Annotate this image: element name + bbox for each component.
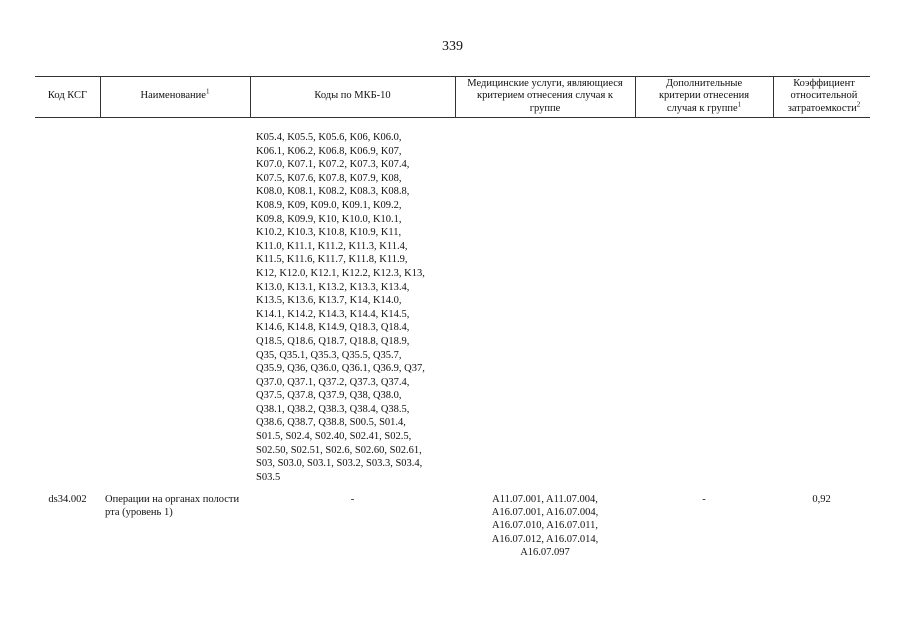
row-extra-criteria: - xyxy=(702,494,706,505)
mkb-code-line: S03.5 xyxy=(256,471,281,483)
mkb-code-line: Q37.5, Q37.8, Q37.9, Q38, Q38.0, xyxy=(256,390,402,402)
mkb-code-line: Q35, Q35.1, Q35.3, Q35.5, Q35.7, xyxy=(256,349,402,361)
header-code-label: Код КСГ xyxy=(47,90,88,102)
mkb-code-line: Q37.0, Q37.1, Q37.2, Q37.3, Q37.4, xyxy=(256,376,410,388)
header-extra-label: Дополнительные критерии отнесения случая к группе xyxy=(658,77,750,114)
mkb-code-line: K10.2, K10.3, K10.8, K10.9, K11, xyxy=(256,227,402,239)
mkb-code-line: K11.0, K11.1, K11.2, K11.3, K11.4, xyxy=(256,240,408,252)
mkb-codes-continued xyxy=(256,131,456,484)
mkb-code-line: Q18.5, Q18.6, Q18.7, Q18.8, Q18.9, xyxy=(256,335,410,347)
mkb-code-line: S01.5, S02.4, S02.40, S02.41, S02.5, xyxy=(256,431,412,443)
service-code-line: A16.07.012, A16.07.014, xyxy=(491,533,599,545)
row-ksg-code: ds34.002 xyxy=(48,494,87,505)
header-services-label: Медицинские услуги, являющиеся критерием отнесения случая к группе xyxy=(467,77,623,114)
mkb-code-line: K07.0, K07.1, K07.2, K07.3, K07.4, xyxy=(256,159,410,171)
header-extra xyxy=(645,76,763,117)
header-code xyxy=(35,76,100,117)
mkb-code-line: K09.8, K09.9, K10, K10.0, K10.1, xyxy=(256,213,402,225)
row-name: Операции на органах полости рта (уровень 1) xyxy=(105,494,240,519)
service-code-line: A16.07.097 xyxy=(520,546,570,558)
mkb-code-line: Q35.9, Q36, Q36.0, Q36.1, Q36.9, Q37, xyxy=(256,363,425,375)
mkb-code-line: K06.1, K06.2, K06.8, K06.9, K07, xyxy=(256,145,402,157)
service-code-line: A11.07.001, A11.07.004, xyxy=(492,494,598,505)
header-name xyxy=(100,76,250,117)
service-code-line: A16.07.010, A16.07.011, xyxy=(491,520,599,532)
column-divider xyxy=(455,76,456,117)
mkb-code-line: K05.4, K05.5, K05.6, K06, K06.0, xyxy=(256,132,402,143)
header-name-label: Наименование xyxy=(140,90,206,102)
row-coefficient: 0,92 xyxy=(812,494,831,505)
mkb-code-line: K12, K12.0, K12.1, K12.2, K12.3, K13, xyxy=(256,267,425,279)
mkb-code-line: K14.1, K14.2, K14.3, K14.4, K14.5, xyxy=(256,308,410,320)
row-mkb-codes: - xyxy=(350,494,355,505)
column-divider xyxy=(635,76,636,117)
mkb-code-line: K11.5, K11.6, K11.7, K11.8, K11.9, xyxy=(256,254,408,266)
header-services xyxy=(462,76,628,117)
row-services xyxy=(455,493,635,559)
footnote-mark: 1 xyxy=(737,100,742,109)
service-code-line: A16.07.001, A16.07.004, xyxy=(491,507,599,519)
mkb-code-line: K08.0, K08.1, K08.2, K08.3, K08.8, xyxy=(256,186,410,198)
column-divider xyxy=(773,76,774,117)
footnote-mark: 2 xyxy=(856,100,861,109)
mkb-code-line: K13.5, K13.6, K13.7, K14, K14.0, xyxy=(256,295,402,307)
mkb-code-line: K14.6, K14.8, K14.9, Q18.3, Q18.4, xyxy=(256,322,410,334)
mkb-code-line: Q38.1, Q38.2, Q38.3, Q38.4, Q38.5, xyxy=(256,403,410,415)
mkb-code-line: K13.0, K13.1, K13.2, K13.3, K13.4, xyxy=(256,281,410,293)
mkb-code-line: S02.50, S02.51, S02.6, S02.60, S02.61, xyxy=(256,444,422,456)
page-number: 339 xyxy=(442,39,463,54)
mkb-code-line: K08.9, K09, K09.0, K09.1, K09.2, xyxy=(256,199,402,211)
header-mkb-label: Коды по МКБ-10 xyxy=(314,90,391,102)
mkb-code-line: K07.5, K07.6, K07.8, K07.9, K08, xyxy=(256,172,402,184)
header-coef xyxy=(776,76,872,117)
mkb-code-line: S03, S03.0, S03.1, S03.2, S03.3, S03.4, xyxy=(256,458,423,470)
mkb-code-line: Q38.6, Q38.7, Q38.8, S00.5, S01.4, xyxy=(256,417,406,429)
header-coef-label: Коэффициент относительной затратоемкости xyxy=(787,77,858,114)
footnote-mark: 1 xyxy=(205,87,210,96)
header-mkb xyxy=(250,76,455,117)
table-header-rule xyxy=(35,117,870,118)
